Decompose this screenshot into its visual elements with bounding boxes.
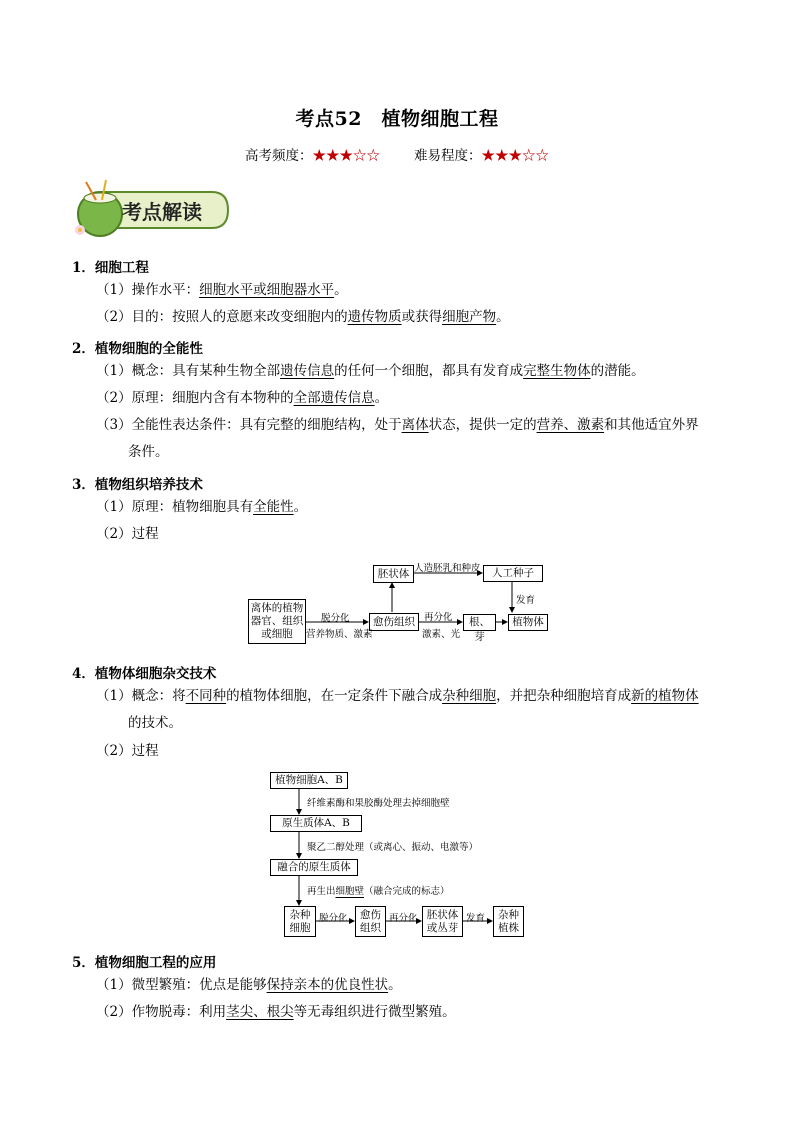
rediff-label: 再分化 xyxy=(389,913,418,924)
coat-label: 人造胚乳和种皮 xyxy=(414,563,481,574)
badge-label: 考点解读 xyxy=(122,200,202,224)
root-bud-box: 根、芽 xyxy=(463,614,496,631)
difficulty-stars: ★★★☆☆ xyxy=(481,148,549,164)
hybrid-plant-box: 杂种植株 xyxy=(493,906,524,937)
list-item: （1）微型繁殖：优点是能够保持亲本的优良性状。 xyxy=(96,977,402,993)
hybrid-cell-box: 杂种细胞 xyxy=(284,906,316,937)
develop-label: 发育 xyxy=(466,913,486,924)
dediff-label: 脱分化 xyxy=(321,613,350,624)
list-item: （1）原理：植物细胞具有全能性。 xyxy=(96,499,308,515)
list-item-continuation: 的技术。 xyxy=(128,715,182,731)
artificial-seed-box: 人工种子 xyxy=(483,565,543,582)
section-heading: 2．植物细胞的全能性 xyxy=(72,341,203,357)
list-item: （3）全能性表达条件：具有完整的细胞结构，处于离体状态，提供一定的营养、激素和其他适宜外界 xyxy=(96,417,699,433)
plant-box: 植物体 xyxy=(508,614,548,631)
section-heading: 1．细胞工程 xyxy=(72,260,149,276)
dediff-label: 脱分化 xyxy=(319,913,348,924)
protoplast-box: 原生质体A、B xyxy=(270,815,362,832)
develop-label: 发育 xyxy=(516,595,536,606)
dediff-condition-label: 营养物质、激素 xyxy=(306,629,373,640)
step2-label: 聚乙二醇处理（或离心、振动、电激等） xyxy=(307,842,479,853)
list-item: （2）原理：细胞内含有本物种的全部遗传信息。 xyxy=(96,390,389,406)
source-tissue-box: 离体的植物器官、组织或细胞 xyxy=(248,599,306,644)
rediff-label: 再分化 xyxy=(424,612,453,623)
callus-box: 愈伤组织 xyxy=(369,613,419,631)
difficulty-label: 难易程度： xyxy=(414,148,482,164)
list-item: （1）操作水平：细胞水平或细胞器水平。 xyxy=(96,282,348,298)
embryoid-bud-box: 胚状体或丛芽 xyxy=(422,906,463,937)
section-heading: 3．植物组织培养技术 xyxy=(72,477,203,493)
page-title: 考点52 植物细胞工程 xyxy=(295,108,499,130)
list-item: （2）过程 xyxy=(96,526,159,542)
frequency-label: 高考频度： xyxy=(245,148,313,164)
list-item: （2）过程 xyxy=(96,743,159,759)
section-heading: 4．植物体细胞杂交技术 xyxy=(72,666,217,682)
list-item: （1）概念：具有某种生物全部遗传信息的任何一个细胞，都具有发育成完整生物体的潜能。 xyxy=(96,363,645,379)
callus-box: 愈伤组织 xyxy=(355,906,386,937)
frequency-stars: ★★★☆☆ xyxy=(312,148,380,164)
rediff-condition-label: 激素、光 xyxy=(422,629,461,640)
list-item: （2）作物脱毒：利用茎尖、根尖等无毒组织进行微型繁殖。 xyxy=(96,1004,456,1020)
section-heading: 5．植物细胞工程的应用 xyxy=(72,955,217,971)
fused-protoplast-box: 融合的原生质体 xyxy=(270,859,358,876)
list-item: （1）概念：将不同种的植物体细胞，在一定条件下融合成杂种细胞，并把杂种细胞培育成新的植物体 xyxy=(96,688,699,704)
embryoid-box: 胚状体 xyxy=(373,565,414,583)
list-item: （2）目的：按照人的意愿来改变细胞内的遗传物质或获得细胞产物。 xyxy=(96,309,510,325)
step3-label: 再生出细胞壁（融合完成的标志） xyxy=(307,886,450,897)
step1-label: 纤维素酶和果胶酶处理去掉细胞壁 xyxy=(307,798,450,809)
plant-cells-box: 植物细胞A、B xyxy=(270,772,348,789)
list-item-continuation: 条件。 xyxy=(128,444,169,460)
